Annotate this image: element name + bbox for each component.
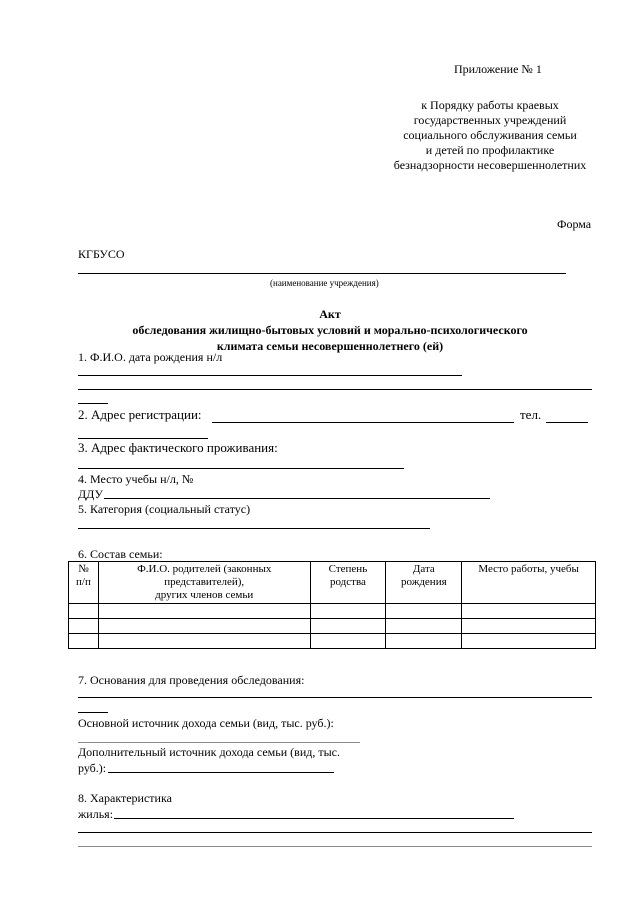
field-income-extra-label: Дополнительный источник дохода семьи (вид, тыс. xyxy=(78,745,340,759)
header-text: Место работы, учебы xyxy=(478,563,579,575)
header-text: представителей), xyxy=(164,576,245,588)
order-line: государственных учреждений xyxy=(413,113,567,127)
header-text: родства xyxy=(329,576,366,588)
field-actual-address-line[interactable] xyxy=(78,468,404,469)
field-housing-label-2: жилья: xyxy=(78,807,114,821)
appendix-label: Приложение № 1 xyxy=(454,62,542,76)
order-line: безнадзорности несовершеннолетних xyxy=(393,158,587,172)
col-relation-header xyxy=(310,562,386,604)
col-work-header xyxy=(462,562,596,604)
table-cell[interactable] xyxy=(386,619,462,634)
table-cell[interactable] xyxy=(310,619,386,634)
document-title xyxy=(60,306,600,354)
header-text: № xyxy=(78,563,89,575)
field-housing-line-3[interactable] xyxy=(78,846,592,847)
field-housing-label: 8. Характеристика xyxy=(78,791,172,805)
order-line: социального обслуживания семьи xyxy=(403,128,577,142)
table-cell[interactable] xyxy=(462,619,596,634)
field-study-label: 4. Место учебы н/л, № xyxy=(78,472,194,486)
field-phone-line[interactable] xyxy=(546,422,588,423)
header-text: Степень xyxy=(328,563,368,575)
table-cell[interactable] xyxy=(98,619,310,634)
col-name-header xyxy=(98,562,310,604)
table-cell[interactable] xyxy=(462,634,596,649)
table-row xyxy=(69,604,596,619)
field-category-line[interactable] xyxy=(78,528,430,529)
institution-line[interactable] xyxy=(78,273,566,274)
institution-name: КГБУСО xyxy=(78,247,125,261)
title-line: климата семьи несовершеннолетнего (ей) xyxy=(216,339,444,353)
header-text: рождения xyxy=(401,576,447,588)
field-fio-label: 1. Ф.И.О. дата рождения н/л xyxy=(78,350,223,364)
header-text: п/п xyxy=(76,576,91,588)
table-cell[interactable] xyxy=(462,604,596,619)
col-number-header xyxy=(69,562,99,604)
field-income-main-line[interactable] xyxy=(78,742,360,743)
title-line: обследования жилищно-бытовых условий и морально-психологического xyxy=(132,323,528,337)
table-cell[interactable] xyxy=(98,604,310,619)
header-text: Дата xyxy=(412,563,435,575)
field-income-extra-label-2: руб.): xyxy=(78,761,107,775)
header-text: Ф.И.О. родителей (законных xyxy=(137,563,272,575)
table-cell[interactable] xyxy=(386,634,462,649)
field-family-label: 6. Состав семьи: xyxy=(78,547,163,561)
field-grounds-line-2[interactable] xyxy=(78,712,108,713)
field-registration-line-2[interactable] xyxy=(78,438,208,439)
family-table xyxy=(68,561,596,649)
field-income-main-label: Основной источник дохода семьи (вид, тыс. руб.): xyxy=(78,716,334,730)
field-fio-line[interactable] xyxy=(78,375,462,376)
table-row xyxy=(69,634,596,649)
table-cell[interactable] xyxy=(386,604,462,619)
field-ddu-line[interactable] xyxy=(104,498,490,499)
order-line: к Порядку работы краевых xyxy=(421,98,559,112)
table-cell[interactable] xyxy=(98,634,310,649)
field-registration-line[interactable] xyxy=(212,422,514,423)
order-reference xyxy=(390,98,590,173)
field-housing-line[interactable] xyxy=(114,818,514,819)
field-actual-address-label: 3. Адрес фактического проживания: xyxy=(78,440,278,455)
field-housing-line-2[interactable] xyxy=(78,832,592,833)
col-birthdate-header xyxy=(386,562,462,604)
field-category-label: 5. Категория (социальный статус) xyxy=(78,502,251,516)
table-cell[interactable] xyxy=(310,604,386,619)
field-fio-line-3[interactable] xyxy=(78,403,108,404)
table-row xyxy=(69,619,596,634)
form-label: Форма xyxy=(557,217,592,231)
table-cell[interactable] xyxy=(69,604,99,619)
field-ddu-label: ДДУ xyxy=(78,487,104,501)
order-line: и детей по профилактике xyxy=(425,143,555,157)
table-cell[interactable] xyxy=(69,619,99,634)
field-phone-label: тел. xyxy=(520,407,542,422)
field-grounds-line[interactable] xyxy=(78,697,592,698)
field-fio-line-2[interactable] xyxy=(78,389,592,390)
table-cell[interactable] xyxy=(69,634,99,649)
field-grounds-label: 7. Основания для проведения обследования: xyxy=(78,673,305,687)
field-registration-label: 2. Адрес регистрации: xyxy=(78,407,202,422)
institution-caption: (наименование учреждения) xyxy=(270,278,379,288)
title-line: Акт xyxy=(319,307,341,321)
header-text: других членов семьи xyxy=(155,589,254,601)
field-income-extra-line[interactable] xyxy=(108,772,334,773)
table-cell[interactable] xyxy=(310,634,386,649)
family-table-header-row xyxy=(69,562,596,604)
